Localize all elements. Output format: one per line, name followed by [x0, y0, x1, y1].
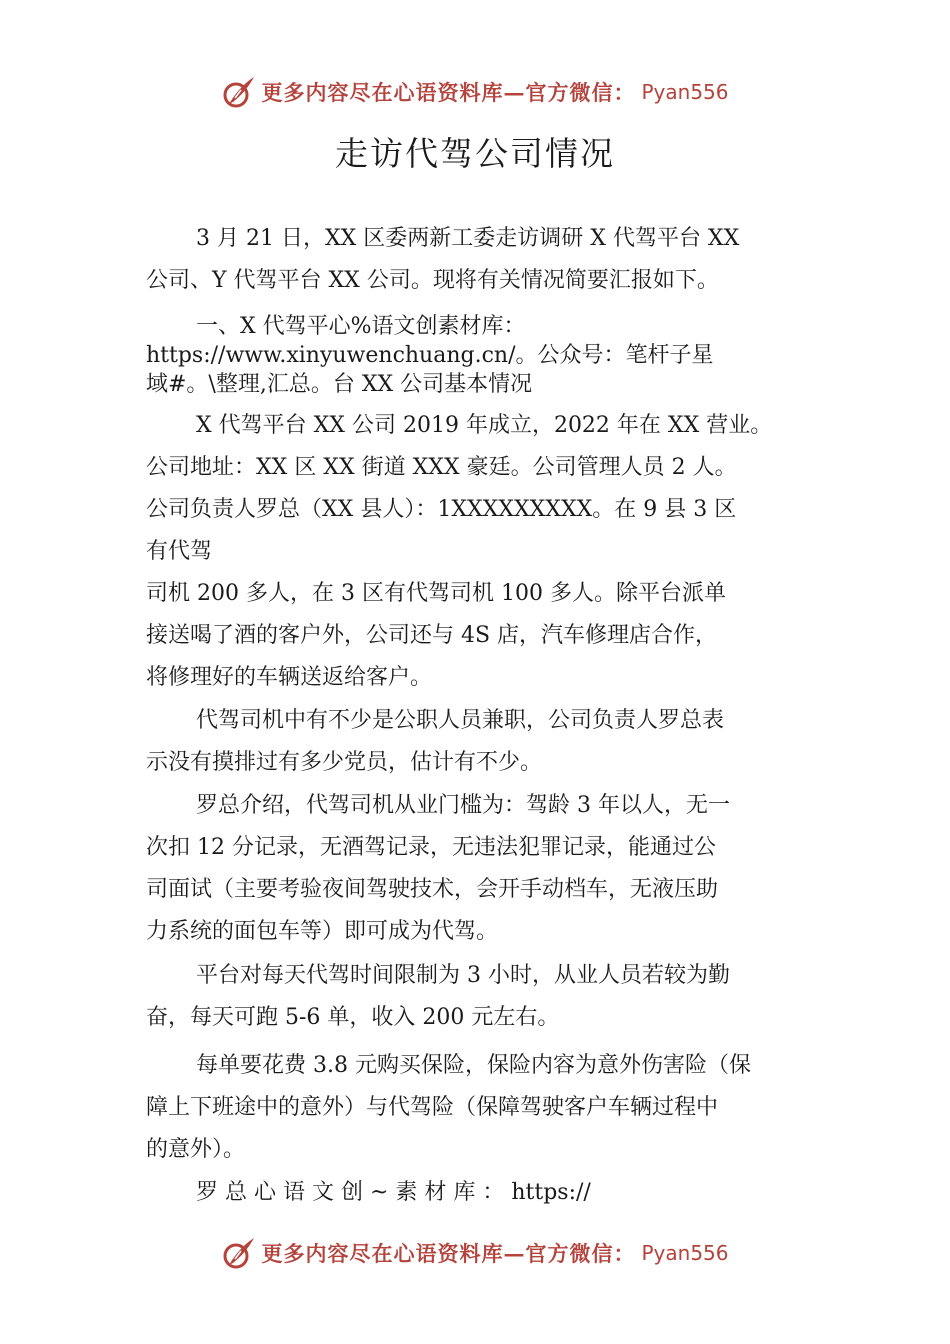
text-line: 司面试（主要考验夜间驾驶技术，会开手动档车，无液压助 — [146, 877, 719, 902]
text-line: 将修理好的车辆送返给客户。 — [146, 665, 433, 690]
text-line: 平台对每天代驾时间限制为 3 小时，从业人员若较为勤 — [196, 963, 730, 988]
paragraph-insurance — [146, 1045, 836, 1171]
watermark-contact: Pyan556 — [641, 80, 729, 104]
text-line: 障上下班途中的意外）与代驾险（保障驾驶客户车辆过程中 — [146, 1095, 719, 1120]
text-line: 罗总介绍，代驾司机从业门槛为：驾龄 3 年以人，无一 — [196, 793, 730, 818]
feather-pen-logo-icon — [221, 1235, 257, 1271]
paragraph-trailing — [146, 1172, 836, 1214]
text-line: 罗 总 心 语 文 创 ~ 素 材 库 ： https:// — [196, 1180, 591, 1205]
watermark-text: 更多内容尽在心语资料库—官方微信： — [261, 80, 636, 105]
text-line: 3 月 21 日，XX 区委两新工委走访调研 X 代驾平台 XX — [196, 226, 740, 251]
text-line: 公司地址：XX 区 XX 街道 XXX 豪廷。公司管理人员 2 人。 — [146, 455, 737, 480]
text-line: X 代驾平台 XX 公司 2019 年成立，2022 年在 XX 营业。 — [196, 413, 773, 438]
text-line: 一、X 代驾平心%语文创素材库： — [196, 314, 526, 339]
text-line: 公司负责人罗总（XX 县人）：1XXXXXXXXX。在 9 县 3 区 — [146, 497, 737, 522]
watermark-text: 更多内容尽在心语资料库—官方微信： — [261, 1241, 636, 1266]
paragraph-drivers — [146, 573, 836, 699]
document-title: 走访代驾公司情况 — [335, 134, 615, 173]
text-line: 有代驾 — [146, 539, 213, 564]
text-line: 代驾司机中有不少是公职人员兼职，公司负责人罗总表 — [196, 708, 725, 733]
text-line: 接送喝了酒的客户外，公司还与 4S 店，汽车修理店合作， — [146, 623, 718, 648]
text-line: https://www.xinyuwenchuang.cn/。公众号：笔杆子星 — [146, 343, 714, 368]
paragraph-company-info — [146, 405, 836, 573]
paragraph-intro — [146, 218, 836, 302]
text-line: 域#。\整理,汇总。台 XX 公司基本情况 — [146, 372, 533, 397]
text-line: 次扣 12 分记录，无酒驾记录，无违法犯罪记录，能通过公 — [146, 835, 716, 860]
text-line: 司机 200 多人，在 3 区有代驾司机 100 多人。除平台派单 — [146, 581, 726, 606]
text-line: 公司、Y 代驾平台 XX 公司。现将有关情况简要汇报如下。 — [146, 268, 719, 293]
paragraph-time-limit — [146, 955, 836, 1039]
text-line: 力系统的面包车等）即可成为代驾。 — [146, 919, 499, 944]
text-line: 每单要花费 3.8 元购买保险，保险内容为意外伤害险（保 — [196, 1053, 751, 1078]
footer-watermark — [0, 1231, 950, 1275]
watermark-contact: Pyan556 — [641, 1241, 729, 1265]
paragraph-part-time — [146, 700, 836, 784]
text-line: 示没有摸排过有多少党员，估计有不少。 — [146, 750, 543, 775]
paragraph-requirements — [146, 785, 836, 953]
paragraph-section-heading — [146, 312, 836, 399]
header-watermark — [0, 70, 950, 114]
text-line: 奋，每天可跑 5-6 单，收入 200 元左右。 — [146, 1005, 560, 1030]
feather-pen-logo-icon — [221, 74, 257, 110]
text-line: 的意外）。 — [146, 1137, 246, 1162]
